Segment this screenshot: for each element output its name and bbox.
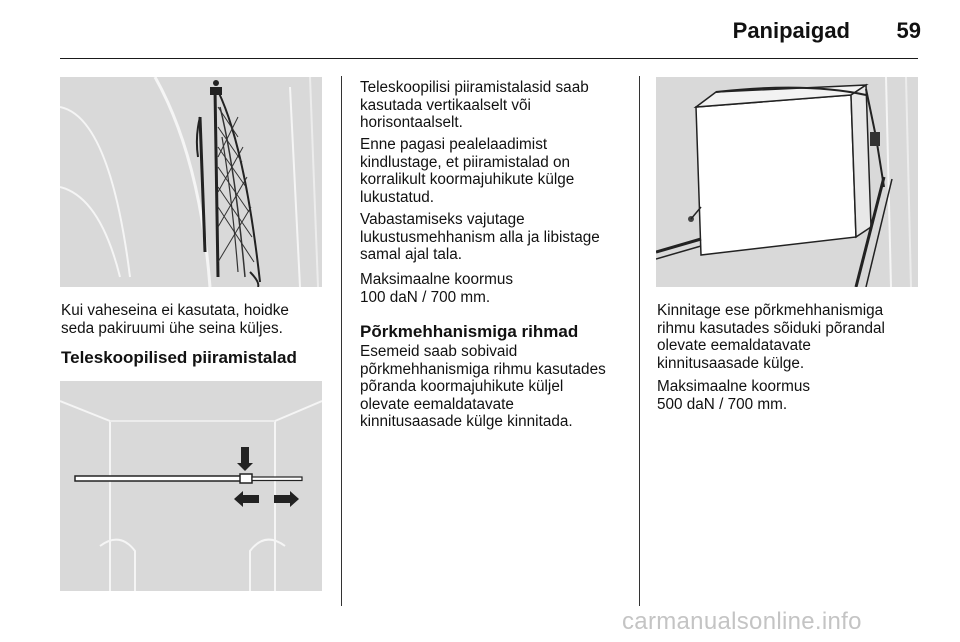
paragraph-bars-orientation: Teleskoopilisi piiramistalasid saab kasutada vertikaalselt või horisontaalselt. (360, 79, 589, 131)
caption-stored-net: Kui vaheseina ei kasutata, hoidke seda pakiruumi ühe seina küljes. (61, 302, 289, 337)
illustration-ratchet-strap-cargo (656, 77, 918, 287)
paragraph-bars-max-load: Maksimaalne koormus 100 daN / 700 mm. (360, 271, 514, 306)
paragraph-ratchet-straps: Esemeid saab sobivaid põrkmehhanismiga rihmu kasutades põranda koormajuhikute küljel olevate eemaldatavate kinnitusaasade külge kinnitada. (360, 343, 606, 430)
section-title: Panipaigad (732, 18, 850, 43)
illustration-telescopic-bar (60, 381, 322, 591)
header-rule (60, 58, 918, 59)
footer-watermark: carmanualsonline.info (622, 608, 862, 635)
ratchet-strap-drawing (656, 77, 918, 287)
column-separator-2 (639, 76, 640, 606)
telescopic-bar-drawing (60, 381, 322, 591)
paragraph-bars-lock-check: Enne pagasi pealelaadimist kindlustage, et piiramistalad on korralikult koormajuhikute külge lukustatud. (360, 136, 575, 206)
column-separator-1 (341, 76, 342, 606)
illustration-stored-partition-net (60, 77, 322, 287)
heading-ratchet-straps: Põrkmehhanismiga rihmad (360, 322, 579, 341)
paragraph-straps-usage: Kinnitage ese põrkmehhanismiga rihmu kasutades sõiduki põrandal olevate eemaldatavate kinnitusaasade külge. (657, 302, 885, 372)
stored-net-drawing (60, 77, 322, 287)
paragraph-bars-release: Vabastamiseks vajutage lukustusmehhanism alla ja libistage samal ajal tala. (360, 211, 600, 263)
heading-telescopic-bars: Teleskoopilised piiramistalad (61, 348, 297, 367)
paragraph-straps-max-load: Maksimaalne koormus 500 daN / 700 mm. (657, 378, 811, 413)
page-number: 59 (896, 18, 921, 43)
